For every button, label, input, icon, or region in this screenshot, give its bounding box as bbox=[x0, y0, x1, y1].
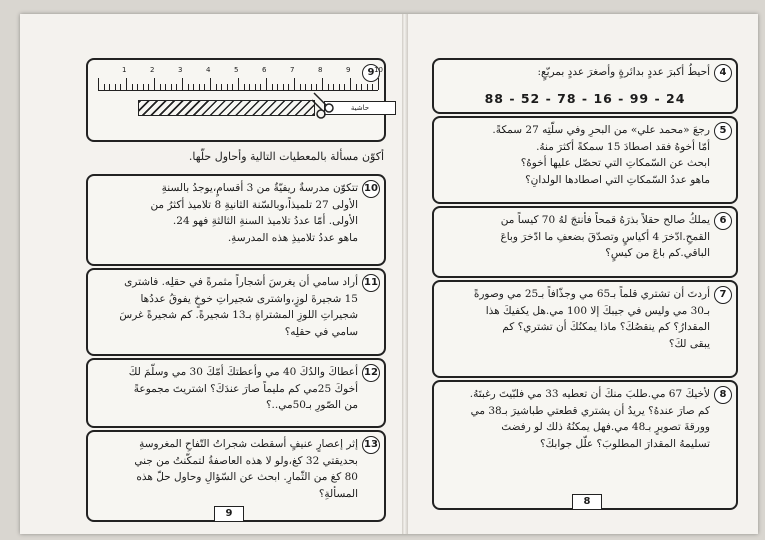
ruler-label: 7 bbox=[290, 66, 295, 74]
booklet-spread bbox=[20, 14, 758, 534]
ruler-tick bbox=[171, 84, 172, 90]
ruler-tick bbox=[322, 78, 323, 90]
text-line: 15 شجيرةَ لوزٍ،واشترى شجيراتِ خوخٍ يفوقُ عددُها bbox=[140, 292, 358, 305]
problem-text bbox=[440, 212, 710, 262]
text-line: الأولى. أمّا عددُ تلاميذ السنةِ الثالثةِ فهو 24. bbox=[172, 215, 358, 227]
ruler-label: 4 bbox=[206, 66, 211, 74]
problem-text bbox=[440, 286, 710, 352]
problem-number: 12 bbox=[362, 364, 380, 382]
text-line: 80 كغ من الثّمارِ. ابحث عن السّؤالِ وحاول حلّ هذه bbox=[136, 471, 358, 483]
ruler-tick bbox=[165, 84, 166, 90]
text-line: أردتَ أن تشتري قلماً بـ65 مي وجذّافاً بـ25 مي وصورةً bbox=[473, 288, 710, 300]
hatched-strip bbox=[138, 100, 315, 116]
ruler-tick bbox=[378, 78, 379, 90]
ruler-label: 9 bbox=[346, 66, 351, 74]
ruler-tick bbox=[109, 84, 110, 90]
problem-text bbox=[94, 364, 358, 414]
problem-10-box bbox=[86, 174, 386, 266]
ruler-tick bbox=[238, 78, 239, 90]
ruler-tick bbox=[260, 84, 261, 90]
ruler bbox=[98, 66, 383, 91]
ruler-tick bbox=[272, 84, 273, 90]
ruler-tick bbox=[255, 84, 256, 90]
problem-text bbox=[440, 386, 710, 452]
text-line: رجعَ «محمد علي» من البحرِ وفي سلّتِه 27 سمكةً. bbox=[492, 124, 710, 136]
page-number: 8 bbox=[572, 494, 602, 510]
problem-12-box bbox=[86, 358, 386, 428]
problem-4-box bbox=[432, 58, 738, 114]
ruler-tick bbox=[266, 78, 267, 90]
ruler-tick bbox=[210, 78, 211, 90]
problem-5-box bbox=[432, 116, 738, 204]
number-list: 88 - 52 - 78 - 16 - 99 - 24 bbox=[484, 91, 686, 106]
text-line: يملكُ صالح حقلاً بذرَهُ قمحاً فأنتجَ لهُ 70 كيساً من bbox=[500, 214, 710, 226]
problem-number: 13 bbox=[362, 436, 380, 454]
text-line: من الصّورِ بـ50مي..؟ bbox=[265, 399, 358, 411]
ruler-tick bbox=[372, 84, 373, 90]
problem-number: 9 bbox=[362, 64, 380, 82]
intro-text: أكوّن مسألة بالمعطيات التالية وأحاول حلّها. bbox=[188, 150, 384, 163]
ruler-tick bbox=[98, 78, 99, 90]
text-line: إثر إعصارٍ عنيفٍ أسقطت شجراتُ التّفاحِ المغروسةِ bbox=[139, 438, 358, 450]
text-line: الباقي.كم باعَ من كيسٍ؟ bbox=[605, 247, 710, 259]
ruler-tick bbox=[204, 84, 205, 90]
problem-9-box bbox=[86, 58, 386, 142]
problem-11-box bbox=[86, 268, 386, 356]
ruler-tick bbox=[227, 84, 228, 90]
ruler-tick bbox=[176, 84, 177, 90]
ruler-tick bbox=[361, 84, 362, 90]
ruler-label: 1 bbox=[122, 66, 127, 74]
text-line: أخوكَ 25مي كم مليماً صارَ عندَكَ؟ اشتريتَ مجموعةً bbox=[133, 382, 358, 395]
ruler-tick bbox=[132, 84, 133, 90]
ruler-tick bbox=[115, 84, 116, 90]
ruler-tick bbox=[294, 78, 295, 90]
left-page bbox=[20, 14, 402, 534]
problem-number: 7 bbox=[714, 286, 732, 304]
text-line: تتكوّن مدرسةٌ ريفيّةٌ من 3 أقسامٍ،يوجدُ بالسنةِ bbox=[161, 182, 358, 194]
text-line: كم صارَ عندهُ؟ يريدُ أن يشتري قطعتي طباشيرَ بـ38 مي bbox=[470, 404, 710, 417]
ruler-tick bbox=[188, 84, 189, 90]
text-line: بحديقتي 32 كغ،ولو لا هذه العاصفةُ لتمكّنتُ من جني bbox=[134, 454, 358, 467]
text-line: تسليمهُ المقدارَ المطلوبَ؟ علّل جوابكَ؟ bbox=[539, 437, 710, 450]
page-number: 9 bbox=[214, 506, 244, 522]
ruler-label: 2 bbox=[150, 66, 155, 74]
ruler-tick bbox=[199, 84, 200, 90]
ruler-label: 5 bbox=[234, 66, 239, 74]
ruler-tick bbox=[154, 78, 155, 90]
ruler-tick bbox=[249, 84, 250, 90]
problem-text bbox=[94, 180, 358, 246]
text-line: أراد سامي أن يغرسَ أشجاراً مثمرةً في حقلِه. فاشترى bbox=[124, 276, 358, 288]
ruler-label: 6 bbox=[262, 66, 267, 74]
scissors-icon bbox=[310, 90, 338, 120]
ruler-label: 10 bbox=[374, 66, 383, 74]
text-line: ابحث عن السّمكاتِ التي تحصّل عليها أخوهُ؟ bbox=[520, 157, 710, 169]
ruler-tick bbox=[283, 84, 284, 90]
ruler-tick bbox=[120, 84, 121, 90]
text-line: المسألةِ؟ bbox=[318, 487, 358, 500]
text-line: شجيراتِ اللوزِ المشتراةِ بـ13 شجيرةً. كم شجيرةً غرسَ bbox=[119, 309, 358, 321]
ruler-tick bbox=[221, 84, 222, 90]
ruler-tick bbox=[350, 78, 351, 90]
ruler-tick bbox=[305, 84, 306, 90]
text-line: أمّا أخوهُ فقد اصطادَ 15 سمكةً أكثرَ منهُ. bbox=[536, 140, 710, 153]
ruler-label: 3 bbox=[178, 66, 183, 74]
ruler-tick bbox=[193, 84, 194, 90]
text-line: بـ30 مي وليس في جيبكَ إلا 100 مي.هل يكفيكَ هذا bbox=[485, 304, 710, 317]
text-line: المقدارُ؟ كم ينقصُكَ؟ ماذا يمكنُكَ أن تشتري؟ كم bbox=[502, 321, 710, 333]
text-line: ماهو عددُ السّمكاتِ التي اصطادها الولدانِ؟ bbox=[525, 173, 710, 186]
ruler-tick bbox=[126, 78, 127, 90]
text-line: سامي في حقلِه؟ bbox=[284, 325, 358, 338]
text-line: وورقةَ تصويرٍ بـ48 مي.فهل يمكنُهُ ذلك لو رفضتَ bbox=[501, 421, 710, 433]
text-line: الأولى 27 تلميذاً،وبالسّنة الثانيةِ 8 تلاميذ أكثرُ من bbox=[150, 198, 358, 211]
problem-number: 8 bbox=[714, 386, 732, 404]
ruler-tick bbox=[277, 84, 278, 90]
ruler-tick bbox=[344, 84, 345, 90]
ruler-tick bbox=[288, 84, 289, 90]
problem-text bbox=[94, 274, 358, 340]
problem-number: 11 bbox=[362, 274, 380, 292]
ruler-tick bbox=[104, 84, 105, 90]
ruler-tick bbox=[160, 84, 161, 90]
problem-number: 6 bbox=[714, 212, 732, 230]
text-line: يبقى لكَ؟ bbox=[668, 337, 710, 350]
ruler-tick bbox=[182, 78, 183, 90]
problem-text bbox=[440, 64, 710, 81]
ruler-tick bbox=[216, 84, 217, 90]
problem-6-box bbox=[432, 206, 738, 278]
ruler-tick bbox=[244, 84, 245, 90]
strip-label: حاشية bbox=[324, 101, 396, 115]
text-line: القمحِ.ادّخرَ 4 أكياسٍ وتصدّقَ بضعفِ ما ادّخرَ وباعَ bbox=[500, 230, 710, 243]
problem-text bbox=[94, 436, 358, 502]
problem-13-box bbox=[86, 430, 386, 522]
ruler-tick bbox=[367, 84, 368, 90]
text-line: ماهو عددُ تلاميذِ هذه المدرسةِ. bbox=[227, 231, 358, 244]
problem-8-box bbox=[432, 380, 738, 510]
problem-number: 4 bbox=[714, 64, 732, 82]
ruler-tick bbox=[300, 84, 301, 90]
ruler-tick bbox=[137, 84, 138, 90]
ruler-tick bbox=[143, 84, 144, 90]
problem-7-box bbox=[432, 280, 738, 378]
text-line: أحيطُ أكبرَ عددٍ بدائرةٍ وأصغرَ عددٍ بمربّعٍ: bbox=[537, 66, 710, 78]
ruler-label: 8 bbox=[318, 66, 323, 74]
text-line: لأخيكَ 67 مي.طلبَ منكَ أن تعطيه 33 مي فلبّيتَ رغبتَهُ. bbox=[469, 388, 710, 400]
problem-text bbox=[440, 122, 710, 188]
problem-number: 10 bbox=[362, 180, 380, 198]
right-page bbox=[408, 14, 758, 534]
ruler-tick bbox=[232, 84, 233, 90]
ruler-tick bbox=[339, 84, 340, 90]
ruler-tick bbox=[356, 84, 357, 90]
ruler-tick bbox=[148, 84, 149, 90]
text-line: أعطاكَ والدُكَ 40 مي وأعطتكَ أمّكَ 30 مي وسلّمَ لكَ bbox=[128, 366, 358, 378]
problem-number: 5 bbox=[714, 122, 732, 140]
